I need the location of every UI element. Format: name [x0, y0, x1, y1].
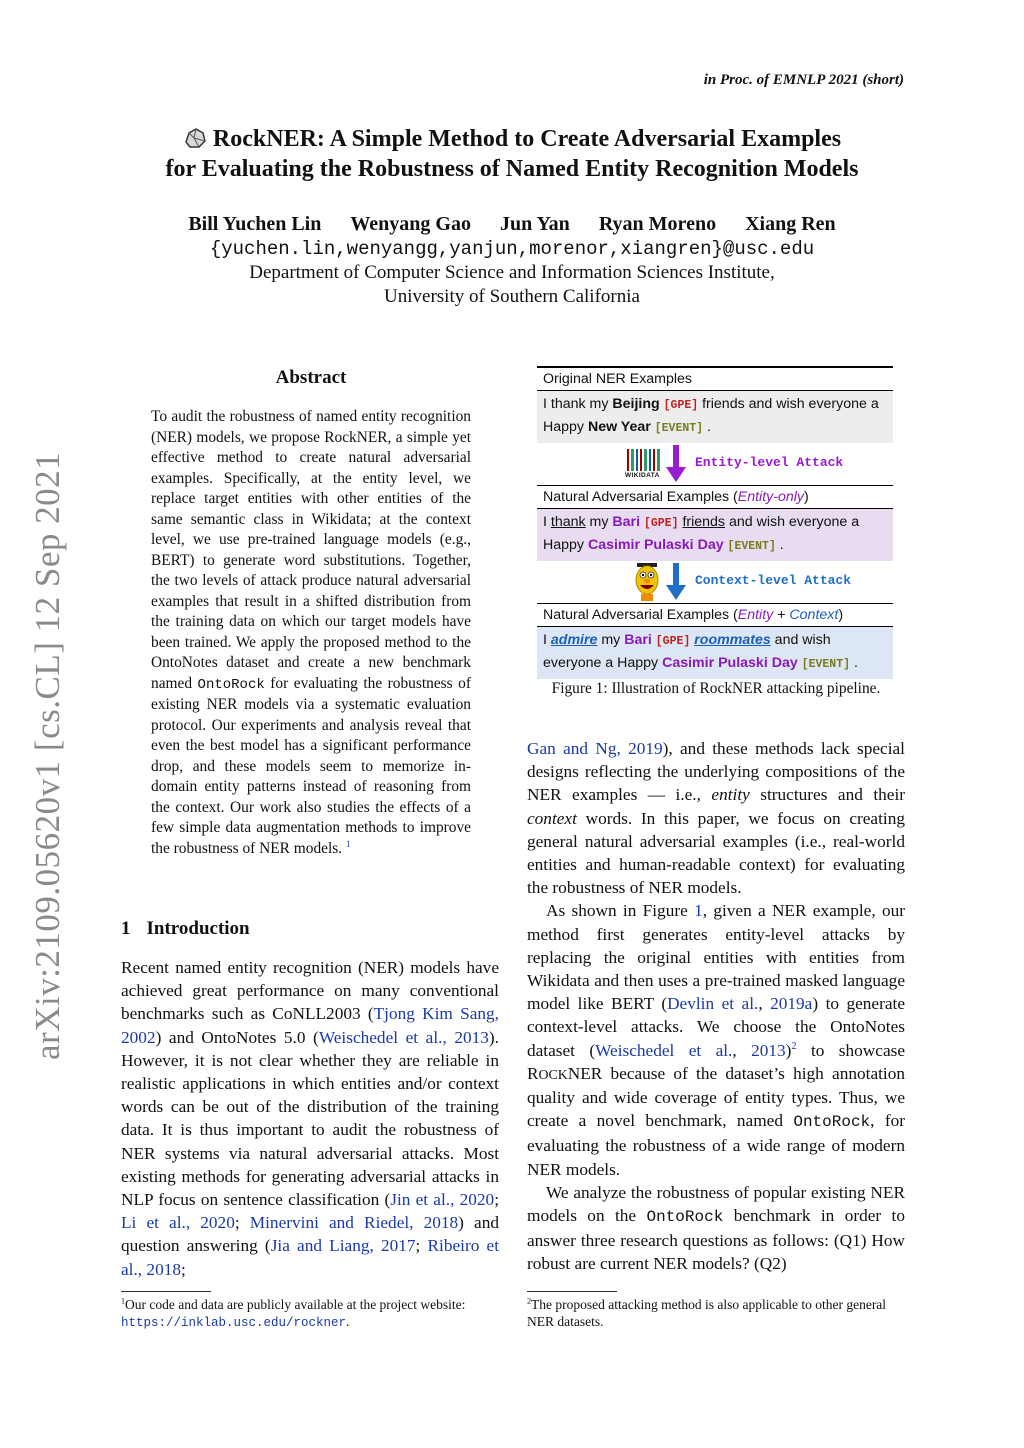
citation-link[interactable]: Ribeiro et al., 2018 [121, 1236, 500, 1279]
abstract-part: for evaluating the robustness of existing NER models via a systematic evaluation protocol. Our experiments and analysis reveal that even the best model has a significant performance drop, and these models seem to memorize in-domain entity patterns instead of reasoning from the context. Our work also studies the effects of a few simple data augmentation methods to improve the robustness of NER models. [151, 674, 471, 857]
footnote-text: Our code and data are publicly available at the project website: [125, 1297, 466, 1312]
entity-only-label: Entity-only [737, 489, 804, 505]
author-list [0, 213, 1024, 236]
text-run: , for evaluating the robustness of a wide range of modern NER models. [527, 1111, 906, 1179]
event-tag: [EVENT] [654, 421, 704, 435]
text-run: words. In this paper, we focus on creating general natural adversarial examples (i.e., real-world entities and human-readable context) for evaluating the robustness of NER models. [527, 808, 905, 898]
ontorock-name: OntoRock [197, 676, 265, 693]
project-url-link[interactable]: https://inklab.usc.edu/rockner [121, 1316, 347, 1330]
author: Xiang Ren [745, 213, 836, 235]
text-run: . [850, 654, 858, 671]
figure-1 [537, 366, 893, 679]
text-run: structures and their [749, 785, 905, 805]
right-column-text [527, 737, 905, 1276]
original-examples-header: Original NER Examples [543, 371, 693, 387]
figure-caption: Figure 1: Illustration of RockNER attacking pipeline. [551, 680, 881, 697]
title-line-2: for Evaluating the Robustness of Named Entity Recognition Models [165, 156, 859, 182]
text-run: ) [838, 607, 844, 623]
section-number: 1 [121, 918, 131, 939]
text-run: R [527, 1063, 539, 1083]
footnote-text: . [346, 1314, 350, 1329]
text-run: I [543, 632, 551, 648]
citation-link[interactable]: Minervini and Riedel, 2018 [249, 1213, 459, 1233]
section-heading-introduction [121, 918, 250, 940]
citation-link[interactable]: Weischedel et al., 2013 [318, 1027, 489, 1047]
text-run: ) and OntoNotes 5.0 ( [155, 1027, 319, 1047]
author: Ryan Moreno [598, 213, 717, 235]
citation-link[interactable]: Devlin et al. [667, 994, 759, 1014]
text-run: , [732, 1040, 752, 1060]
bert-muppet-icon [633, 563, 661, 601]
text-run: Natural Adversarial Examples ( [543, 607, 738, 623]
citation-link[interactable]: 2013 [751, 1040, 786, 1060]
entity-only-header [537, 486, 893, 508]
context-attack-row [537, 561, 893, 603]
citation-link[interactable]: Tjong Kim Sang, 2002 [121, 1004, 499, 1047]
paragraph [527, 1181, 905, 1276]
citation-link[interactable]: Weischedel et al. [595, 1040, 733, 1060]
entity-attack-row [537, 443, 893, 485]
intro-paragraph [121, 956, 499, 1281]
paragraph [527, 737, 905, 899]
text-run: friends and wish everyone a Happy [543, 396, 879, 435]
text-run: my [597, 632, 625, 648]
author: Bill Yuchen Lin [188, 213, 322, 235]
text-run: because of the dataset’s high annotation quality and wide coverage of entity types. Thus, we create a novel benchmark, named [527, 1063, 905, 1131]
footnote-rule [121, 1291, 211, 1292]
affiliation-line-1: Department of Computer Science and Information Sciences Institute, [249, 262, 775, 283]
entity-context-header [537, 604, 893, 626]
abstract-text [151, 407, 471, 859]
entity-attack-label: Entity-level Attack [695, 455, 844, 470]
text-run: Natural Adversarial Examples ( [543, 489, 738, 505]
footnote-mark: 1 [121, 1296, 126, 1306]
abstract-part: To audit the robustness of named entity recognition (NER) models, we propose RockNER, a simple yet effective method to create natural adversarial examples. Specifically, at the entity level, we replace target entities with other entities of the same semantic class in Wikidata; at the context level, we use pre-trained language models (e.g., BERT) to generate word substitutions. Together, the two levels of attack produce natural adversarial examples that result in a shifted distribution from the training data on which our target models have been trained. We apply the proposed method to the OntoNotes dataset and create a new benchmark named [151, 408, 471, 692]
footnote-link-1[interactable]: 1 [345, 838, 351, 849]
gpe-tag: [GPE] [643, 517, 679, 530]
text-run: and wish everyone a Happy [543, 514, 860, 553]
footnote-mark: 2 [527, 1296, 532, 1306]
paper-title [0, 124, 1024, 184]
footnote-1 [121, 1296, 501, 1332]
citation-link[interactable]: Gan and Ng, 2019 [527, 739, 663, 758]
abstract-heading: Abstract [275, 367, 347, 388]
citation-link[interactable]: Jia and Liang, 2017 [270, 1236, 416, 1256]
citation-link[interactable]: Jin et al., 2020 [390, 1190, 495, 1210]
text-run: and wish everyone a Happy [543, 632, 831, 671]
footnote-link-2[interactable]: 2 [791, 1040, 797, 1052]
wikidata-label: WIKIDATA [625, 472, 660, 479]
text-run: ) to generate context-level attacks. We choose the OntoNotes dataset ( [527, 994, 905, 1060]
replaced-entity: Bari [624, 632, 652, 648]
paragraph [527, 899, 905, 1180]
ontorock-name: OntoRock [646, 1208, 724, 1227]
entity-label: Entity [737, 607, 774, 623]
emphasis: context [527, 808, 577, 828]
figure-ref-link[interactable]: 1 [694, 901, 703, 921]
text-run: ; [415, 1236, 428, 1256]
text-run: my [585, 514, 613, 530]
arrow-down-icon [666, 445, 686, 483]
entity-span: New Year [587, 418, 651, 435]
replaced-entity: Casimir Pulaski Day [662, 654, 798, 671]
event-tag: [EVENT] [727, 539, 776, 553]
context-adversarial-box [537, 627, 893, 679]
context-attack-label: Context-level Attack [695, 573, 852, 588]
text-run: ) [785, 1040, 792, 1060]
text-run: benchmark in order to answer three research questions as follows: (Q1) How robust are current NER models? (Q2) [527, 1206, 905, 1274]
text-run: As shown in Figure [546, 901, 695, 921]
text-run: ), and these methods lack special designs reflecting the underlying compositions of the NER examples — i.e., [527, 739, 905, 805]
section-title: Introduction [146, 918, 250, 939]
text-run: , given a NER example, our method first generates entity-level attacks by replacing the original entities with entities from Wikidata and then uses a pre-trained masked language model like BERT ( [527, 901, 905, 1014]
citation-link[interactable]: 2019a [770, 994, 813, 1014]
title-line-1: RockNER: A Simple Method to Create Adversarial Examples [212, 126, 842, 152]
substituted-word: admire [550, 632, 598, 648]
emphasis: entity [711, 785, 750, 805]
text-run: . [775, 536, 784, 553]
arrow-down-icon [666, 563, 686, 601]
gpe-tag: [GPE] [663, 399, 699, 412]
changed-word: friends [682, 514, 726, 530]
changed-word: thank [550, 514, 586, 530]
author: Wenyang Gao [350, 213, 471, 235]
text-run: ). However, it is not clear whether they are reliable in realistic applications in which entities and/or context words can be out of the distribution of the training data. It is thus important to audit the robustness of NER systems via natural adversarial attacks. Most existing methods for generating adversarial attacks in NLP focus on sentence classification ( [121, 1027, 499, 1210]
text-run: NER [567, 1063, 603, 1083]
author-emails: {yuchen.lin,wenyangg,yanjun,morenor,xiangren}@usc.edu [209, 238, 815, 260]
text-run: ) and question answering ( [121, 1213, 499, 1256]
text-run: I [543, 514, 551, 530]
rock-icon [183, 127, 207, 149]
entity-span: Beijing [612, 396, 660, 412]
footnote-rule [527, 1291, 617, 1292]
original-example-box [537, 391, 893, 443]
arxiv-stamp: arXiv:2109.05620v1 [cs.CL] 12 Sep 2021 [28, 451, 67, 1060]
replaced-entity: Bari [612, 514, 641, 530]
affiliation-line-2: University of Southern California [384, 286, 640, 307]
citation-link[interactable]: Li et al., 2020 [121, 1213, 235, 1233]
text-run: . [703, 418, 711, 435]
replaced-entity: Casimir Pulaski Day [587, 536, 724, 553]
rockner-name [527, 1064, 602, 1083]
venue-note: in Proc. of EMNLP 2021 (short) [703, 72, 904, 88]
author: Jun Yan [499, 213, 570, 235]
text-run: ; [494, 1190, 499, 1210]
text-run: ; [181, 1259, 186, 1279]
text-run: OCK [538, 1066, 568, 1082]
text-run: Recent named entity recognition (NER) models have achieved great performance on many conventional benchmarks such as CoNLL2003 ( [121, 958, 499, 1024]
ontorock-name: OntoRock [793, 1113, 871, 1132]
footnote-text: The proposed attacking method is also applicable to other general NER datasets. [527, 1297, 887, 1329]
text-run: , [758, 994, 771, 1014]
gpe-tag: [GPE] [655, 635, 691, 648]
context-label: Context [789, 607, 839, 623]
text-run: ) [804, 489, 809, 505]
entity-adversarial-box [537, 509, 893, 561]
text-run: to showcase [796, 1040, 906, 1060]
text-run: + [773, 607, 790, 623]
text-run: ; [234, 1213, 250, 1233]
substituted-word: roommates [694, 632, 771, 648]
text-run: We analyze the robustness of popular existing NER models on the [527, 1182, 905, 1226]
event-tag: [EVENT] [801, 657, 850, 671]
footnote-2 [527, 1296, 905, 1330]
text-run: I thank my [543, 396, 613, 412]
